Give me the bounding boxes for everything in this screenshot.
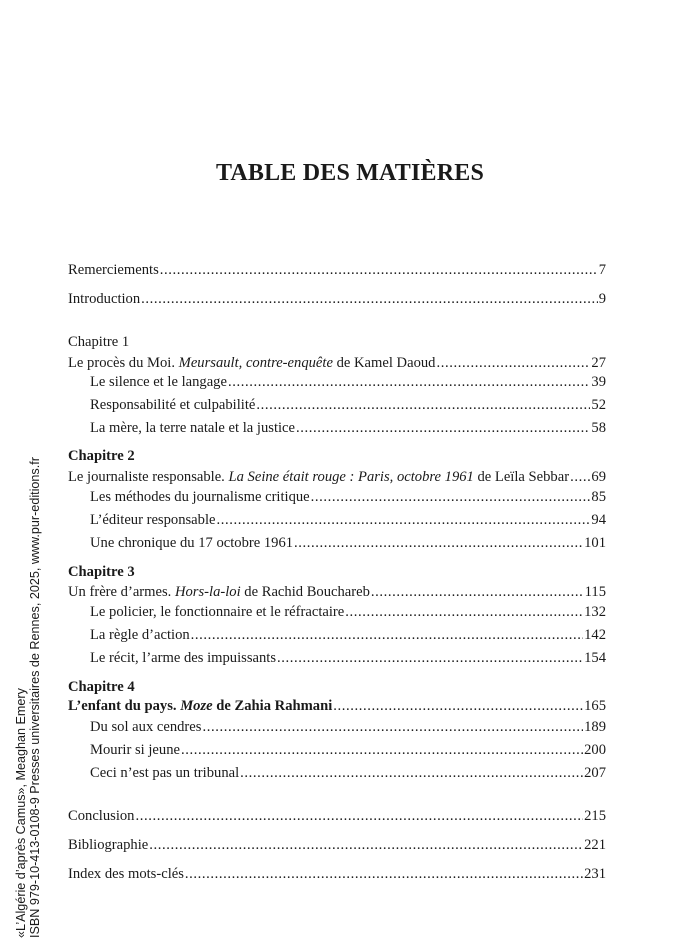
- toc-entry-label: La règle d’action: [90, 627, 190, 643]
- toc-entry-page: 132: [584, 604, 606, 620]
- toc-entry-page: 215: [584, 808, 606, 824]
- leader-dots: [160, 260, 598, 280]
- leader-dots: [436, 353, 590, 373]
- toc-entry-label: Conclusion: [68, 808, 135, 824]
- toc-section-entry[interactable]: [90, 625, 606, 645]
- chapter-title: Le journaliste responsable. La Seine était rouge : Paris, octobre 1961 de Leïla Sebbar: [68, 469, 570, 485]
- leader-dots: [202, 717, 583, 737]
- toc-section-entry[interactable]: [90, 602, 606, 622]
- toc-entry-page: 58: [591, 420, 606, 436]
- toc-entry-page: 154: [584, 650, 606, 666]
- leader-dots: [277, 648, 583, 668]
- toc-entry-page: 39: [591, 374, 606, 390]
- toc-entry-label: Le silence et le langage: [90, 374, 227, 390]
- leader-dots: [135, 806, 583, 826]
- toc-entry-page: 7: [598, 262, 606, 278]
- toc-entry-remerciements[interactable]: [68, 260, 606, 280]
- leader-dots: [294, 533, 583, 553]
- leader-dots: [181, 740, 583, 760]
- chapter-1-heading: Chapitre 1: [68, 334, 130, 350]
- chapter-1-title-entry[interactable]: [68, 353, 606, 373]
- chapter-4-heading: Chapitre 4: [68, 679, 135, 695]
- toc-entry-label: Le récit, l’arme des impuissants: [90, 650, 277, 666]
- toc-entry-label: Une chronique du 17 octobre 1961: [90, 535, 294, 551]
- toc-entry-conclusion[interactable]: [68, 806, 606, 826]
- leader-dots: [240, 763, 583, 783]
- toc-entry-label: Ceci n’est pas un tribunal: [90, 765, 240, 781]
- toc-entry-page: 94: [591, 512, 606, 528]
- leader-dots: [570, 467, 590, 487]
- leader-dots: [256, 395, 590, 415]
- toc-section-entry[interactable]: [90, 372, 606, 392]
- toc-entry-page: 101: [584, 535, 606, 551]
- toc-section-entry[interactable]: [90, 763, 606, 783]
- chapter-title: Un frère d’armes. Hors-la-loi de Rachid Bouchareb: [68, 584, 370, 600]
- toc-entry-label: Le policier, le fonctionnaire et le réfractaire: [90, 604, 345, 620]
- chapter-2-heading: Chapitre 2: [68, 448, 135, 464]
- leader-dots: [185, 864, 583, 884]
- toc-entry-index[interactable]: [68, 864, 606, 884]
- chapter-3-heading: Chapitre 3: [68, 564, 135, 580]
- toc-entry-label: Mourir si jeune: [90, 742, 180, 758]
- chapter-title: Le procès du Moi. Meursault, contre-enquête de Kamel Daoud: [68, 355, 436, 371]
- leader-dots: [228, 372, 590, 392]
- chapter-2-title-entry[interactable]: [68, 467, 606, 487]
- copyright-side-note: [14, 38, 42, 938]
- leader-dots: [141, 289, 598, 309]
- side-note-line-1: «L’Algérie d’après Camus», Meaghan Emery: [14, 688, 28, 938]
- toc-entry-page: 207: [584, 765, 606, 781]
- toc-entry-page: 200: [584, 742, 606, 758]
- toc-section-entry[interactable]: [90, 648, 606, 668]
- toc-entry-page: 189: [584, 719, 606, 735]
- leader-dots: [149, 835, 583, 855]
- toc-entry-page: 9: [598, 291, 606, 307]
- toc-section-entry[interactable]: [90, 395, 606, 415]
- toc-section-entry[interactable]: [90, 740, 606, 760]
- toc-section-entry[interactable]: [90, 533, 606, 553]
- toc-entry-bibliographie[interactable]: [68, 835, 606, 855]
- toc-entry-label: Du sol aux cendres: [90, 719, 202, 735]
- leader-dots: [191, 625, 583, 645]
- chapter-3-title-entry[interactable]: [68, 582, 606, 602]
- toc-entry-page: 52: [591, 397, 606, 413]
- toc-entry-label: Introduction: [68, 291, 141, 307]
- toc-section-entry[interactable]: [90, 418, 606, 438]
- toc-entry-page: 69: [591, 469, 606, 485]
- leader-dots: [311, 487, 591, 507]
- toc-entry-label: Les méthodes du journalisme critique: [90, 489, 310, 505]
- toc-entry-page: 142: [584, 627, 606, 643]
- toc-entry-label: Responsabilité et culpabilité: [90, 397, 256, 413]
- toc-entry-page: 221: [584, 837, 606, 853]
- toc-section-entry[interactable]: [90, 510, 606, 530]
- page-title: TABLE DES MATIÈRES: [215, 160, 485, 186]
- leader-dots: [217, 510, 591, 530]
- toc-entry-introduction[interactable]: [68, 289, 606, 309]
- toc-entry-page: 85: [591, 489, 606, 505]
- toc-entry-label: L’éditeur responsable: [90, 512, 216, 528]
- toc-entry-page: 165: [584, 698, 606, 714]
- toc-section-entry[interactable]: [90, 717, 606, 737]
- chapter-title: L’enfant du pays. Moze de Zahia Rahmani: [68, 698, 333, 714]
- chapter-4-title-entry[interactable]: [68, 696, 606, 716]
- toc-entry-page: 115: [584, 584, 606, 600]
- toc-entry-label: La mère, la terre natale et la justice: [90, 420, 296, 436]
- leader-dots: [345, 602, 583, 622]
- leader-dots: [296, 418, 590, 438]
- toc-entry-label: Remerciements: [68, 262, 159, 278]
- toc-entry-page: 231: [584, 866, 606, 882]
- toc-entry-label: Index des mots-clés: [68, 866, 184, 882]
- leader-dots: [333, 696, 583, 716]
- side-note-line-2: ISBN 979-10-413-0108-9 Presses universitaires de Rennes, 2025, www.pur-editions.fr: [28, 457, 42, 938]
- toc-section-entry[interactable]: [90, 487, 606, 507]
- toc-entry-label: Bibliographie: [68, 837, 149, 853]
- toc-entry-page: 27: [591, 355, 606, 371]
- leader-dots: [371, 582, 584, 602]
